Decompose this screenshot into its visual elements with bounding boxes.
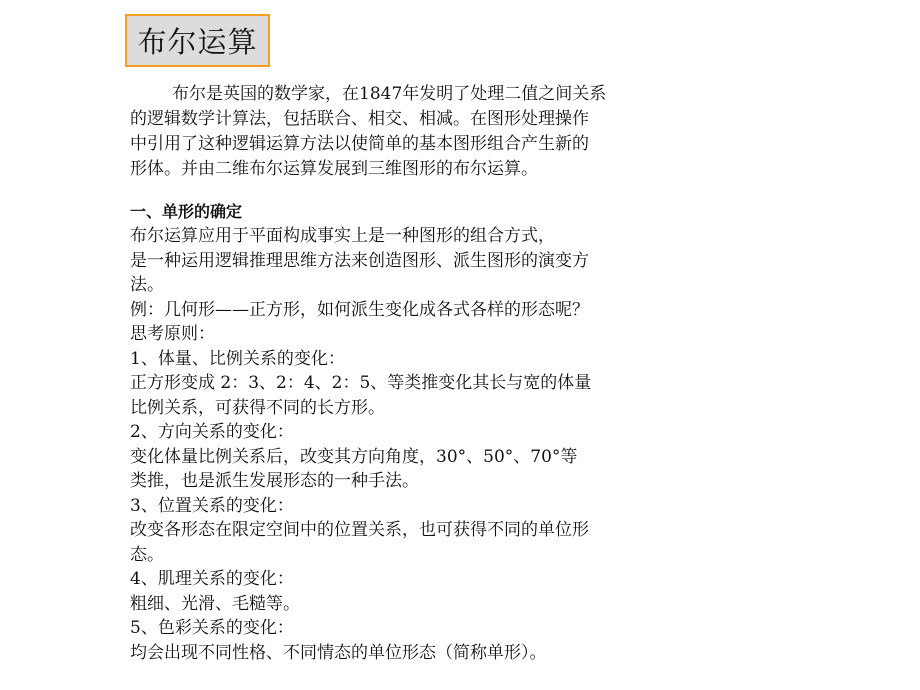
- body-line: 类推，也是派生发展形态的一种手法。: [130, 471, 419, 491]
- example-line: 例：几何形——正方形，如何派生变化成各式各样的形态呢？: [130, 299, 589, 320]
- body-line: 改变各形态在限定空间中的位置关系，也可获得不同的单位形: [130, 520, 589, 540]
- intro-line: 中引用了这种逻辑运算方法以使简单的基本图形组合产生新的: [130, 134, 589, 154]
- body-line: 态。: [130, 544, 164, 565]
- principle-heading: 1、体量、比例关系的变化：: [130, 348, 345, 369]
- principle-heading: 2、方向关系的变化：: [130, 422, 294, 442]
- principle-heading: 4、肌理关系的变化：: [130, 569, 294, 589]
- principle-heading: 3、位置关系的变化：: [130, 495, 294, 516]
- body-line: 是一种运用逻辑推理思维方法来创造图形、派生图形的演变方: [130, 250, 589, 271]
- intro-line: 布尔是英国的数学家，在1847年发明了处理二值之间关系: [172, 84, 607, 104]
- body-line: 正方形变成 2：3、2：4、2：5、等类推变化其长与宽的体量: [130, 373, 592, 393]
- intro-line: 的逻辑数学计算法，包括联合、相交、相减。在图形处理操作: [130, 109, 589, 129]
- body-line: 变化体量比例关系后，改变其方向角度，30°、50°、70°等: [130, 446, 578, 467]
- body-line: 布尔运算应用于平面构成事实上是一种图形的组合方式，: [130, 226, 555, 246]
- title-box: [125, 14, 270, 67]
- content-area: [130, 82, 690, 665]
- intro-line: 形体。并由二维布尔运算发展到三维图形的布尔运算。: [130, 159, 538, 179]
- body-line: 粗细、光滑、毛糙等。: [130, 593, 300, 614]
- body-line: 比例关系，可获得不同的长方形。: [130, 397, 385, 418]
- body-line: 法。: [130, 275, 164, 295]
- section-heading: 一、单形的确定: [130, 202, 243, 221]
- body-line: 均会出现不同性格、不同情态的单位形态（简称单形）。: [130, 642, 547, 663]
- intro-paragraph: [130, 82, 690, 182]
- body-line: 思考原则：: [130, 324, 215, 344]
- principle-heading: 5、色彩关系的变化：: [130, 618, 294, 638]
- slide-title: 布尔运算: [137, 25, 258, 59]
- section-single-form: [130, 200, 690, 665]
